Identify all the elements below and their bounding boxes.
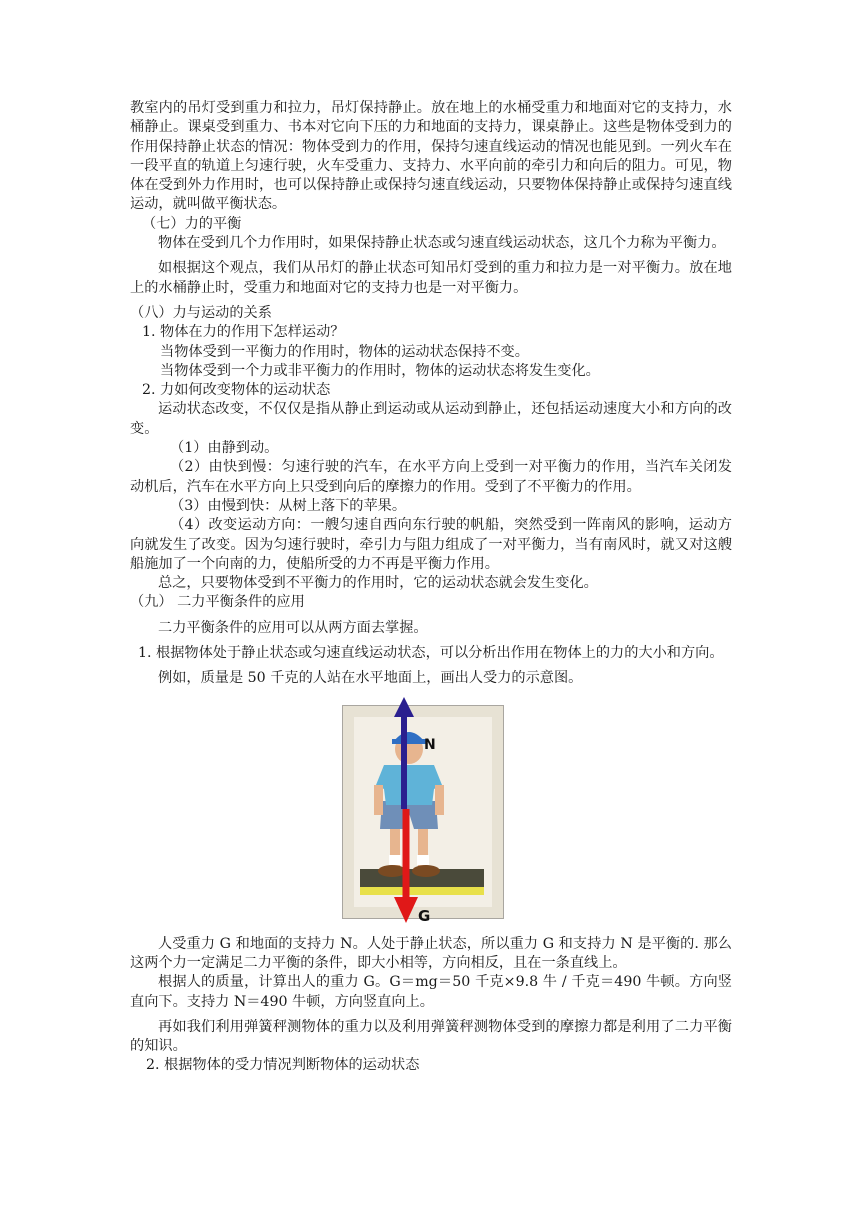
paragraph-summary: 总之，只要物体受到不平衡力的作用时，它的运动状态就会发生变化。 bbox=[158, 575, 598, 592]
subheading-change-motion: 2. 力如何改变物体的运动状态 bbox=[142, 382, 331, 399]
paragraph-balance-state: 教室内的吊灯受到重力和拉力，吊灯保持静止。放在地上的水桶受重力和地面对它的支持力，水桶静止。课桌受到重力、书本对它向下压的力和地面的支持力，课桌静止。这些是物体受到力的作用保持静止状态的情况：物体受到力的作用，保持匀速直线运动的情况也能见到。一列火车在一段平直的轨道上匀速行驶，火车受重力、支持力、水平向前的牵引力和向后的阻力。可见，物体在受到外力作用时，也可以保持静止或保持匀速直线运动，只要物体保持静止或保持匀速直线运动，就叫做平衡状态。 bbox=[130, 100, 732, 213]
paragraph-unbalanced-motion: 当物体受到一个力或非平衡力的作用时，物体的运动状态将发生变化。 bbox=[160, 362, 600, 379]
paragraph-application-1: 1. 根据物体处于静止状态或匀速直线运动状态，可以分析出作用在物体上的力的大小和方向。 bbox=[138, 645, 724, 662]
heading-force-and-motion: （八）力与运动的关系 bbox=[130, 304, 272, 321]
paragraph-case-2: （2）由快到慢：匀速行驶的汽车，在水平方向上受到一对平衡力的作用，当汽车关闭发动机后，汽车在水平方向上只受到向后的摩擦力的作用。受到了不平衡力的作用。 bbox=[130, 459, 732, 495]
paragraph-balanced-forces-example: 如根据这个观点，我们从吊灯的静止状态可知吊灯受到的重力和拉力是一对平衡力。放在地上的水桶静止时，受重力和地面对它的支持力也是一对平衡力。 bbox=[130, 260, 732, 296]
heading-force-balance: （七）力的平衡 bbox=[142, 215, 242, 232]
force-diagram-figure bbox=[338, 697, 508, 929]
paragraph-case-3: （3）由慢到快：从树上落下的苹果。 bbox=[170, 497, 407, 514]
standing-person-illustration bbox=[338, 697, 508, 929]
force-label-n: N bbox=[424, 736, 436, 753]
paragraph-case-4: （4）改变运动方向：一艘匀速自西向东行驶的帆船，突然受到一阵南风的影响，运动方向就发生了改变。因为匀速行驶时，牵引力与阻力组成了一对平衡力，当有南风时，就又对这艘船施加了一个向南的力，使船所受的力不再是平衡力作用。 bbox=[130, 517, 732, 572]
paragraph-application-intro: 二力平衡条件的应用可以从两方面去掌握。 bbox=[158, 619, 428, 636]
subheading-motion-under-force: 1. 物体在力的作用下怎样运动？ bbox=[142, 324, 345, 341]
paragraph-balanced-motion: 当物体受到一平衡力的作用时，物体的运动状态保持不变。 bbox=[160, 343, 529, 360]
heading-two-force-application: （九） 二力平衡条件的应用 bbox=[130, 594, 305, 611]
paragraph-gravity-calculation: 根据人的质量，计算出人的重力 G。G＝mg＝50 千克×9.8 牛 / 千克＝490 牛顿。方向竖直向下。支持力 N＝490 牛顿，方向竖直向上。 bbox=[130, 974, 732, 1010]
paragraph-motion-change-meaning: 运动状态改变，不仅仅是指从静止到运动或从运动到静止，还包括运动速度大小和方向的改变。 bbox=[130, 401, 732, 437]
paragraph-forces-on-person: 人受重力 G 和地面的支持力 N。人处于静止状态，所以重力 G 和支持力 N 是平衡的. 那么这两个力一定满足二力平衡的条件，即大小相等，方向相反，且在一条直线上。 bbox=[130, 935, 732, 971]
document-page bbox=[130, 99, 732, 1076]
paragraph-example-person: 例如，质量是 50 千克的人站在水平地面上，画出人受力的示意图。 bbox=[158, 670, 583, 687]
force-label-g: G bbox=[418, 906, 431, 925]
paragraph-case-1: （1）由静到动。 bbox=[170, 440, 279, 457]
paragraph-application-2: 2. 根据物体的受力情况判断物体的运动状态 bbox=[146, 1057, 420, 1074]
paragraph-spring-scale: 再如我们利用弹簧秤测物体的重力以及利用弹簧秤测物体受到的摩擦力都是利用了二力平衡的知识。 bbox=[130, 1018, 732, 1055]
paragraph-balanced-forces-definition: 物体在受到几个力作用时，如果保持静止状态或匀速直线运动状态，这几个力称为平衡力。 bbox=[158, 235, 726, 252]
